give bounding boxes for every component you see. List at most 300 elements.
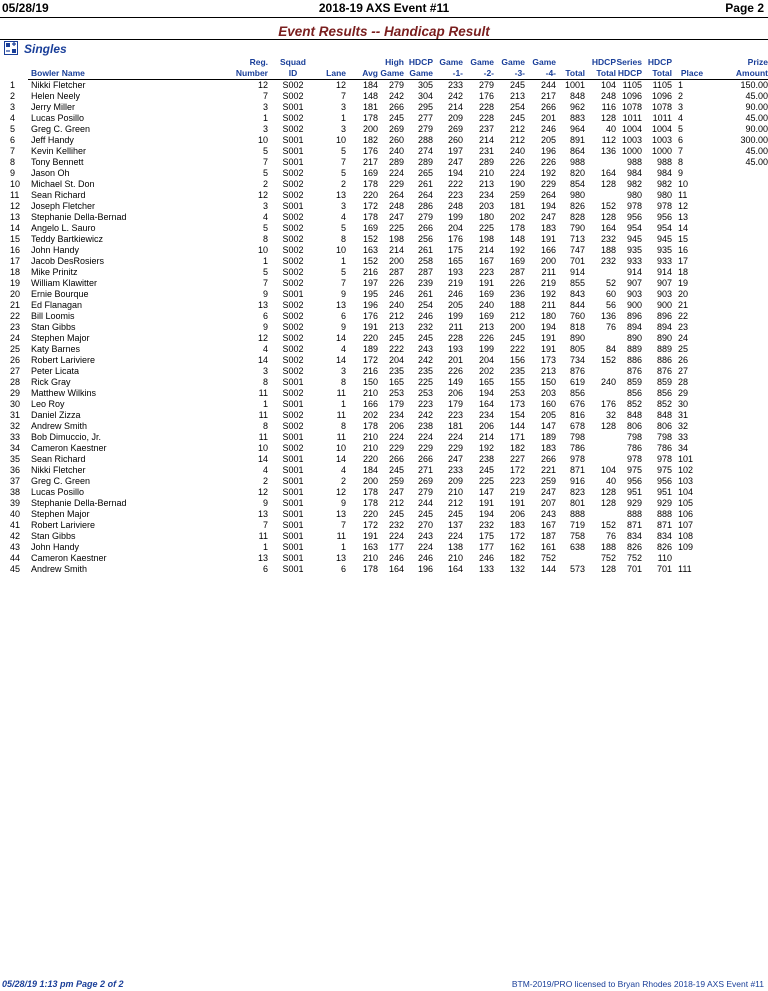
cell-place: 29	[678, 388, 689, 398]
cell-hdcp-total: 164	[600, 168, 616, 178]
cell-high-game: 229	[388, 179, 404, 189]
cell-hdcp-game: 266	[417, 454, 433, 464]
cell-hdcp-game: 261	[417, 179, 433, 189]
cell-high-game: 260	[388, 135, 404, 145]
cell-prize-amount: 90.00	[745, 124, 768, 134]
cell-place-num: 41	[10, 520, 21, 530]
cell-squad-id: S002	[282, 388, 304, 398]
cell-hdcp-total-final: 871	[656, 520, 672, 530]
cell-game-3: 156	[509, 355, 525, 365]
cell-game-3: 181	[509, 201, 525, 211]
cell-game-2: 169	[478, 289, 494, 299]
cell-game-4: 211	[541, 300, 556, 310]
cell-hdcp-total-final: 978	[656, 454, 672, 464]
cell-hdcp-total: 188	[600, 245, 616, 255]
cell-game-1: 212	[447, 498, 463, 508]
column-header-hdcp-total-final: HDCP	[647, 57, 672, 67]
cell-game-2: 240	[478, 300, 494, 310]
cell-avg: 220	[362, 190, 378, 200]
header-row-1	[0, 57, 768, 68]
header-divider	[0, 17, 768, 18]
table-row	[0, 410, 768, 421]
cell-bowler-name: Katy Barnes	[31, 344, 81, 354]
cell-total: 854	[569, 179, 585, 189]
cell-total: 713	[569, 234, 585, 244]
cell-game-3: 206	[509, 509, 525, 519]
cell-game-1: 245	[447, 509, 463, 519]
table-row	[0, 432, 768, 443]
cell-game-4: 183	[540, 443, 556, 453]
cell-place-num: 33	[10, 432, 21, 442]
cell-game-3: 202	[509, 212, 525, 222]
cell-squad-id: S001	[282, 498, 304, 508]
cell-reg-number: 3	[262, 366, 268, 376]
cell-game-2: 232	[478, 520, 494, 530]
cell-place: 107	[678, 520, 694, 530]
cell-game-3: 171	[509, 432, 525, 442]
cell-reg-number: 11	[258, 388, 268, 398]
cell-place: 12	[678, 201, 689, 211]
cell-hdcp-game: 279	[417, 487, 433, 497]
table-row	[0, 322, 768, 333]
table-row	[0, 509, 768, 520]
cell-game-1: 194	[447, 168, 463, 178]
column-header-place-num	[0, 68, 28, 80]
cell-high-game: 177	[388, 542, 404, 552]
cell-lane: 8	[340, 377, 346, 387]
cell-high-game: 266	[388, 454, 404, 464]
cell-series-hdcp: 806	[626, 421, 642, 431]
cell-avg: 163	[362, 542, 378, 552]
cell-prize-amount: 150.00	[740, 80, 768, 90]
cell-series-hdcp: 907	[626, 278, 642, 288]
cell-avg: 195	[362, 289, 378, 299]
cell-high-game: 240	[388, 300, 404, 310]
cell-game-3: 253	[509, 388, 525, 398]
cell-total: 638	[569, 542, 585, 552]
cell-lane: 1	[340, 399, 346, 409]
cell-bowler-name: Stan Gibbs	[31, 531, 76, 541]
column-header-squad-id: ID	[272, 68, 314, 80]
cell-game-1: 176	[447, 234, 463, 244]
cell-prize-amount	[706, 432, 768, 443]
cell-squad-id: S001	[282, 432, 304, 442]
cell-reg-number: 2	[262, 179, 268, 189]
cell-series-hdcp: 834	[626, 531, 642, 541]
cell-hdcp-total-final: 1011	[652, 113, 672, 123]
cell-high-game: 224	[388, 432, 404, 442]
cell-place-num: 42	[10, 531, 21, 541]
cell-lane: 3	[340, 366, 346, 376]
cell-reg-number: 5	[262, 267, 268, 277]
cell-game-4: 207	[540, 498, 556, 508]
cell-hdcp-game: 235	[417, 366, 433, 376]
table-row	[0, 344, 768, 355]
cell-total: 964	[569, 124, 585, 134]
cell-series-hdcp: 889	[626, 344, 642, 354]
table-row	[0, 146, 768, 157]
cell-bowler-name: Stephen Major	[31, 333, 90, 343]
cell-prize-amount	[706, 223, 768, 234]
results-body	[0, 80, 768, 576]
section-heading	[4, 41, 67, 56]
cell-avg: 216	[362, 267, 378, 277]
cell-game-3: 155	[509, 377, 525, 387]
cell-game-1: 175	[447, 245, 463, 255]
cell-game-1: 228	[447, 333, 463, 343]
cell-squad-id: S002	[282, 333, 304, 343]
cell-bowler-name: Rick Gray	[31, 377, 71, 387]
cell-game-2: 191	[478, 498, 494, 508]
cell-total: 678	[569, 421, 585, 431]
table-row	[0, 454, 768, 465]
cell-game-1: 138	[447, 542, 463, 552]
cell-hdcp-total	[585, 190, 616, 201]
cell-game-4: 266	[540, 454, 556, 464]
column-header-game-1: -1-	[433, 68, 463, 80]
cell-place-num: 26	[10, 355, 21, 365]
cell-game-3: 182	[509, 553, 525, 563]
cell-avg: 216	[362, 366, 378, 376]
cell-avg: 210	[362, 388, 378, 398]
cell-hdcp-total-final: 933	[656, 256, 672, 266]
cell-lane: 9	[340, 289, 346, 299]
cell-game-1: 209	[447, 113, 463, 123]
cell-total: 619	[569, 377, 585, 387]
cell-squad-id: S002	[282, 212, 304, 222]
cell-bowler-name: Stan Gibbs	[31, 322, 76, 332]
footer-license: BTM-2019/PRO licensed to Bryan Rhodes 2018-19 AXS Event #11	[511, 979, 764, 989]
cell-prize-amount: 300.00	[740, 135, 768, 145]
cell-hdcp-total-final: 826	[656, 542, 672, 552]
cell-game-4: 219	[540, 278, 556, 288]
cell-total: 871	[569, 465, 585, 475]
cell-place: 111	[678, 564, 692, 574]
cell-hdcp-total-final: 980	[656, 190, 672, 200]
cell-game-4: 203	[540, 388, 556, 398]
cell-high-game: 264	[388, 190, 404, 200]
cell-bowler-name: Angelo L. Sauro	[31, 223, 96, 233]
cell-squad-id: S002	[282, 179, 304, 189]
cell-place-num: 45	[10, 564, 21, 574]
cell-series-hdcp: 935	[626, 245, 642, 255]
cell-squad-id: S002	[282, 322, 304, 332]
cell-bowler-name: Jeff Handy	[31, 135, 74, 145]
cell-game-3: 148	[509, 234, 525, 244]
cell-lane: 10	[335, 135, 346, 145]
cell-bowler-name: Andrew Smith	[31, 564, 88, 574]
column-header-bowler-name: Bowler Name	[28, 68, 204, 80]
cell-avg: 178	[362, 487, 378, 497]
table-row	[0, 245, 768, 256]
cell-hdcp-total-final: 929	[656, 498, 672, 508]
cell-lane: 3	[340, 201, 346, 211]
cell-reg-number: 10	[257, 135, 268, 145]
column-header-high-game: High	[385, 57, 404, 67]
table-row	[0, 476, 768, 487]
cell-avg: 172	[362, 520, 378, 530]
cell-squad-id: S001	[282, 289, 304, 299]
cell-game-3: 245	[509, 80, 525, 90]
cell-bowler-name: Andrew Smith	[31, 421, 88, 431]
cell-squad-id: S002	[282, 91, 304, 101]
cell-game-4: 205	[540, 410, 556, 420]
table-row	[0, 212, 768, 223]
cell-total: 573	[569, 564, 585, 574]
cell-total: 883	[569, 113, 585, 123]
cell-squad-id: S001	[282, 157, 304, 167]
cell-game-1: 269	[447, 124, 463, 134]
cell-hdcp-game: 289	[417, 157, 433, 167]
cell-hdcp-game: 269	[417, 476, 433, 486]
cell-avg: 178	[362, 498, 378, 508]
cell-avg: 184	[362, 80, 378, 90]
cell-place: 18	[678, 267, 689, 277]
cell-game-3: 259	[509, 190, 525, 200]
cell-total: 891	[569, 135, 585, 145]
cell-avg: 210	[362, 432, 378, 442]
cell-avg: 189	[362, 344, 378, 354]
table-row	[0, 80, 768, 92]
cell-squad-id: S002	[282, 410, 304, 420]
cell-bowler-name: Daniel Zizza	[31, 410, 81, 420]
cell-game-2: 175	[478, 531, 494, 541]
cell-total: 844	[569, 300, 585, 310]
cell-game-4: 150	[540, 377, 556, 387]
cell-hdcp-game: 295	[417, 102, 433, 112]
cell-game-4: 247	[540, 487, 556, 497]
cell-game-2: 199	[478, 344, 494, 354]
table-row	[0, 267, 768, 278]
cell-game-2: 198	[478, 234, 494, 244]
cell-avg: 152	[362, 256, 378, 266]
cell-game-4: 192	[540, 168, 556, 178]
cell-game-3: 192	[509, 245, 525, 255]
cell-hdcp-total: 76	[605, 531, 616, 541]
cell-game-1: 206	[447, 388, 463, 398]
cell-game-2: 225	[478, 223, 494, 233]
cell-game-1: 229	[447, 443, 463, 453]
cell-series-hdcp: 929	[626, 498, 642, 508]
cell-place-num: 1	[10, 79, 16, 90]
cell-place-num: 14	[10, 223, 21, 233]
cell-game-3: 162	[509, 542, 525, 552]
cell-lane: 7	[340, 157, 346, 167]
cell-game-4: 229	[540, 179, 556, 189]
cell-game-1: 209	[447, 476, 463, 486]
cell-series-hdcp: 984	[626, 168, 642, 178]
cell-game-3: 236	[509, 289, 525, 299]
cell-lane: 9	[340, 498, 346, 508]
cell-game-1: 205	[447, 300, 463, 310]
cell-game-4: 166	[540, 245, 556, 255]
cell-squad-id: S001	[282, 564, 304, 574]
cell-prize-amount	[706, 498, 768, 509]
cell-game-1: 223	[447, 190, 463, 200]
cell-hdcp-game: 224	[417, 432, 433, 442]
cell-bowler-name: Lucas Posillo	[31, 487, 85, 497]
cell-high-game: 222	[388, 344, 404, 354]
cell-total: 914	[569, 267, 585, 277]
cell-hdcp-total-final: 876	[656, 366, 672, 376]
cell-game-2: 204	[478, 355, 494, 365]
cell-game-4: 192	[540, 289, 556, 299]
column-header-squad-id: Squad	[280, 57, 306, 67]
cell-hdcp-total-final: 701	[656, 564, 672, 574]
column-header-place	[672, 57, 706, 68]
cell-place-num: 4	[10, 113, 16, 123]
cell-avg: 200	[362, 124, 378, 134]
cell-hdcp-total: 128	[600, 179, 616, 189]
cell-game-2: 210	[478, 168, 494, 178]
cell-place: 25	[678, 344, 689, 354]
column-header-avg: Avg	[346, 68, 378, 80]
cell-game-4: 167	[540, 520, 556, 530]
cell-game-3: 172	[509, 465, 525, 475]
cell-high-game: 214	[388, 245, 404, 255]
cell-squad-id: S002	[282, 355, 304, 365]
cell-place-num: 21	[10, 300, 21, 310]
cell-place-num: 7	[10, 146, 16, 156]
cell-game-1: 193	[447, 267, 463, 277]
cell-squad-id: S001	[282, 399, 304, 409]
table-row	[0, 91, 768, 102]
cell-hdcp-total-final: 888	[656, 509, 672, 519]
cell-prize-amount	[706, 333, 768, 344]
cell-game-1: 199	[447, 212, 463, 222]
cell-place-num: 19	[10, 278, 21, 288]
cell-place: 13	[678, 212, 689, 222]
cell-avg: 178	[362, 421, 378, 431]
cell-lane: 5	[340, 146, 346, 156]
cell-squad-id: S001	[282, 553, 304, 563]
cell-total: 818	[569, 322, 585, 332]
cell-total: 843	[569, 289, 585, 299]
cell-hdcp-game: 271	[417, 465, 433, 475]
cell-hdcp-total-final: 1004	[651, 124, 672, 134]
cell-game-4: 247	[540, 212, 556, 222]
cell-place: 20	[678, 289, 689, 299]
cell-avg: 196	[362, 300, 378, 310]
table-row	[0, 135, 768, 146]
cell-hdcp-total-final: 798	[656, 432, 672, 442]
table-row	[0, 168, 768, 179]
cell-avg: 202	[362, 410, 378, 420]
cell-hdcp-total	[585, 267, 616, 278]
cell-lane: 4	[340, 344, 346, 354]
cell-game-2: 246	[478, 553, 494, 563]
cell-hdcp-game: 243	[417, 344, 433, 354]
cell-hdcp-total-final: 900	[656, 300, 672, 310]
cell-prize-amount	[706, 355, 768, 366]
column-header-game-3: Game	[501, 57, 525, 67]
cell-game-2: 176	[478, 91, 494, 101]
cell-total: 828	[569, 212, 585, 222]
cell-avg: 150	[362, 377, 378, 387]
cell-prize-amount	[706, 201, 768, 212]
cell-game-3: 224	[509, 168, 525, 178]
cell-reg-number: 13	[257, 553, 268, 563]
cell-lane: 13	[335, 300, 346, 310]
cell-hdcp-total-final: 945	[656, 234, 672, 244]
cell-prize-amount: 45.00	[745, 91, 768, 101]
cell-place: 103	[678, 476, 694, 486]
cell-high-game: 242	[388, 91, 404, 101]
cell-prize-amount	[706, 245, 768, 256]
cell-hdcp-game: 196	[417, 564, 433, 574]
cell-game-3: 254	[509, 102, 525, 112]
table-row	[0, 443, 768, 454]
cell-high-game: 247	[388, 212, 404, 222]
cell-hdcp-total-final: 848	[656, 410, 672, 420]
singles-icon	[4, 41, 18, 55]
cell-game-4: 200	[540, 256, 556, 266]
cell-squad-id: S002	[282, 443, 304, 453]
cell-prize-amount	[706, 410, 768, 421]
cell-hdcp-total: 136	[600, 146, 616, 156]
cell-lane: 4	[340, 465, 346, 475]
cell-bowler-name: Helen Neely	[31, 91, 81, 101]
cell-hdcp-total-final: 889	[656, 344, 672, 354]
cell-squad-id: S002	[282, 344, 304, 354]
cell-total: 816	[569, 410, 585, 420]
cell-squad-id: S001	[282, 146, 304, 156]
cell-reg-number: 7	[262, 157, 268, 167]
cell-hdcp-total	[585, 333, 616, 344]
cell-place: 7	[678, 146, 684, 156]
cell-game-3: 212	[509, 311, 525, 321]
cell-lane: 5	[340, 267, 346, 277]
cell-bowler-name: Stephanie Della-Bernad	[31, 498, 127, 508]
cell-lane: 10	[335, 443, 346, 453]
table-row	[0, 366, 768, 377]
cell-place: 27	[678, 366, 689, 376]
cell-lane: 12	[335, 80, 346, 90]
cell-reg-number: 8	[262, 234, 268, 244]
cell-series-hdcp: 975	[626, 465, 642, 475]
cell-high-game: 212	[388, 498, 404, 508]
column-header-lane: Lane	[314, 68, 346, 80]
cell-game-4: 243	[540, 509, 556, 519]
cell-squad-id: S001	[282, 201, 304, 211]
cell-prize-amount	[706, 388, 768, 399]
cell-reg-number: 9	[262, 322, 268, 332]
cell-game-4: 211	[541, 267, 556, 277]
cell-total: 856	[569, 388, 585, 398]
results-table	[0, 57, 768, 575]
cell-squad-id: S001	[282, 465, 304, 475]
cell-reg-number: 1	[262, 256, 268, 266]
cell-hdcp-total-final: 935	[656, 245, 672, 255]
cell-high-game: 229	[388, 443, 404, 453]
cell-place: 4	[678, 113, 684, 123]
cell-prize-amount: 45.00	[745, 113, 768, 123]
cell-game-2: 167	[478, 256, 494, 266]
cell-reg-number: 4	[262, 344, 268, 354]
cell-bowler-name: Jerry Miller	[31, 102, 75, 112]
cell-avg: 182	[362, 135, 378, 145]
table-row	[0, 531, 768, 542]
cell-squad-id: S001	[282, 454, 304, 464]
cell-lane: 4	[340, 212, 346, 222]
cell-game-2: 194	[478, 509, 494, 519]
column-header-hdcp-total-final: Total	[642, 68, 672, 80]
cell-hdcp-total-final: 852	[656, 399, 672, 409]
cell-place-num: 36	[10, 465, 21, 475]
cell-total: 760	[569, 311, 585, 321]
cell-total: 786	[569, 443, 585, 453]
cell-total: 805	[569, 344, 585, 354]
